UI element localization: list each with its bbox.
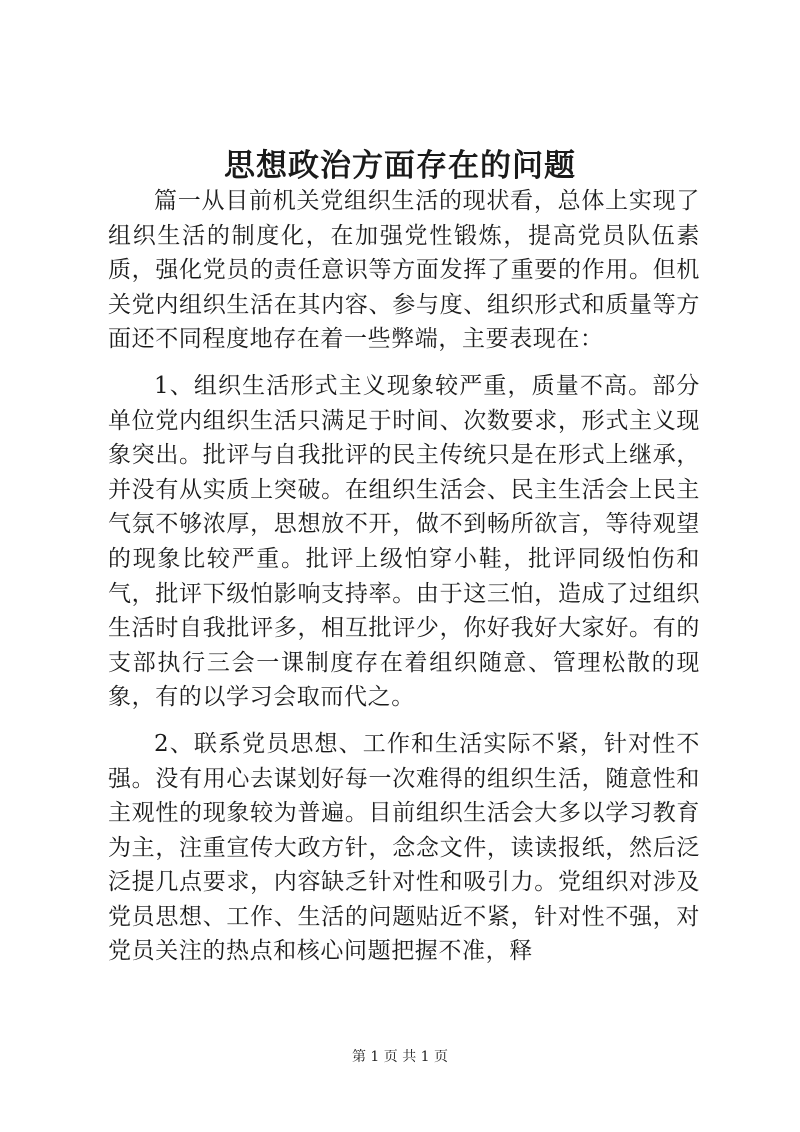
document-body [108,184,700,969]
page-footer: 第 1 页 共 1 页 [351,1049,449,1065]
paragraph-intro: 篇一从目前机关党组织生活的现状看，总体上实现了组织生活的制度化，在加强党性锻炼，提高党员队伍素质，强化党员的责任意识等方面发挥了重要的作用。但机关党内组织生活在其内容、参与度、组织形式和质量等方面还不同程度地存在着一些弊端，主要表现在： [108,188,700,353]
paragraph-point-1: 1、组织生活形式主义现象较严重，质量不高。部分单位党内组织生活只满足于时间、次数要求，形式主义现象突出。批评与自我批评的民主传统只是在形式上继承，并没有从实质上突破。在组织生活会、民主生活会上民主气氛不够浓厚，思想放不开，做不到畅所欲言，等待观望的现象比较严重。批评上级怕穿小鞋，批评同级怕伤和气，批评下级怕影响支持率。由于这三怕，造成了过组织生活时自我批评多，相互批评少，你好我好大家好。有的支部执行三会一课制度存在着组织随意、管理松散的现象，有的以学习会取而代之。 [108,372,700,711]
document-title: 思想政治方面存在的问题 [224,148,576,184]
paragraph-point-2: 2、联系党员思想、工作和生活实际不紧，针对性不强。没有用心去谋划好每一次难得的组织生活，随意性和主观性的现象较为普遍。目前组织生活会大多以学习教育为主，注重宣传大政方针，念念文件，读读报纸，然后泛泛提几点要求，内容缺乏针对性和吸引力。党组织对涉及党员思想、工作、生活的问题贴近不紧，针对性不强，对党员关注的热点和核心问题把握不准，释 [108,730,700,965]
